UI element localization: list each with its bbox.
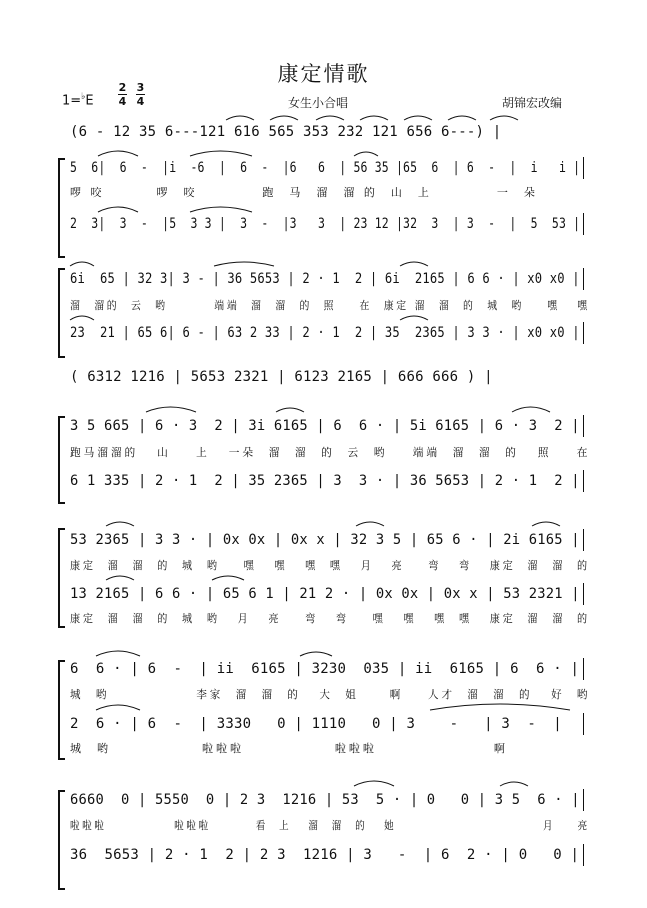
slur-mark	[106, 576, 134, 580]
system-2-lyrics: 溜 溜的 云 哟 端端 溜 溜 的 照 在 康定 溜 溜 的 城 哟 嘿 嘿	[70, 299, 590, 312]
system-bracket	[58, 790, 65, 890]
end-barline	[583, 415, 584, 437]
slur-mark	[96, 651, 140, 656]
system-4-bottom-lyrics: 康定 溜 溜 的 城 哟 月 亮 弯 弯 嘿 嘿 嘿 嘿 康定 溜 溜 的	[70, 612, 590, 625]
end-barline	[583, 470, 584, 492]
slur-mark	[354, 781, 394, 786]
slur-mark	[226, 116, 254, 120]
slur-mark	[98, 207, 138, 212]
key-letter: E	[85, 93, 94, 109]
slur-mark	[448, 116, 476, 120]
slur-mark	[146, 407, 196, 412]
slur-mark	[512, 407, 550, 412]
staff-notes: 3 5 665 | 6 · 3 2 | 3i 6165 | 6 6 · | 5i 6165 | 6 · 3 2 |	[70, 418, 580, 434]
slur-mark	[70, 316, 94, 320]
staff-notes: 6 6 · | 6 - | ii 6165 | 3230 035 | ii 6165 | 6 6 · |	[70, 661, 580, 677]
slur-mark	[404, 116, 432, 120]
slur-mark	[316, 116, 344, 120]
end-barline	[583, 322, 584, 344]
system-4-top-lyrics: 康定 溜 溜 的 城 哟 嘿 嘿 嘿 嘿 月 亮 弯 弯 康定 溜 溜 的	[70, 559, 590, 572]
intro-notes: (6 - 12 35 6---121 616 565 353 232 121 656 6---) |	[70, 124, 502, 140]
slur-mark	[212, 576, 244, 580]
system-bracket	[58, 268, 65, 358]
time-signature-3-4	[136, 82, 145, 107]
system-6-top-lyrics: 啦啦啦 啦啦啦 看 上 溜 溜 的 她 月 亮	[70, 819, 590, 832]
slur-mark	[70, 262, 94, 266]
flat-sign: ♭	[81, 92, 86, 102]
staff-notes: 13 2165 | 6 6 · | 65 6 1 | 21 2 · | 0x 0x | 0x x | 53 2321 |	[70, 586, 580, 602]
performance-subtitle: 女生小合唱	[288, 96, 349, 110]
end-barline	[583, 789, 584, 811]
system-1-lyrics: 啰 咬 啰 咬 跑 马 溜 溜 的 山 上 一 朵	[70, 186, 538, 199]
end-barline	[583, 844, 584, 866]
slur-mark	[360, 116, 388, 120]
time-sig-numerator: 3	[136, 81, 145, 94]
staff-notes: 23 21 | 65 6| 6 - | 63 2 33 | 2 · 1 2 | 35 2365 | 3 3 · | x0 x0 |	[70, 325, 580, 341]
staff-notes: 2 6 · | 6 - | 3330 0 | 1110 0 | 3 - | 3 - |	[70, 716, 562, 732]
slur-mark	[300, 652, 332, 656]
staff-notes: 53 2365 | 3 3 · | 0x 0x | 0x x | 32 3 5 | 65 6 · | 2i 6165 |	[70, 532, 580, 548]
staff-notes: 6i 65 | 32 3| 3 - | 36 5653 | 2 · 1 2 | 6i 2165 | 6 6 · | x0 x0 |	[70, 271, 580, 287]
song-title: 康定情歌	[277, 62, 370, 86]
end-barline	[583, 157, 584, 179]
system-5-bottom-lyrics: 城 哟 啦啦啦 啦啦啦 啊	[70, 742, 508, 755]
intro-row	[70, 121, 590, 143]
slur-mark	[106, 522, 134, 526]
system-bracket	[58, 528, 65, 628]
end-barline	[583, 213, 584, 235]
time-sig-numerator: 2	[118, 81, 127, 94]
end-barline	[583, 268, 584, 290]
slur-mark	[354, 152, 378, 156]
slur-mark	[400, 316, 428, 320]
staff-notes: 36 5653 | 2 · 1 2 | 2 3 1216 | 3 - | 6 2 · | 0 0 |	[70, 847, 580, 863]
slur-mark	[270, 116, 298, 120]
slur-mark	[276, 408, 304, 412]
end-barline	[583, 713, 584, 735]
slur-mark	[96, 705, 140, 710]
slur-mark	[98, 151, 138, 156]
staff-notes: 2 3| 3 - |5 3 3 | 3 - |3 3 | 23 12 |32 3 | 3 - | 5 53 |	[70, 216, 581, 232]
time-sig-denominator: 4	[118, 95, 127, 108]
end-barline	[583, 529, 584, 551]
slur-mark	[214, 262, 274, 266]
staff-notes: 6 1 335 | 2 · 1 2 | 35 2365 | 3 3 · | 36 5653 | 2 · 1 2 |	[70, 473, 580, 489]
slur-mark	[490, 116, 518, 120]
system-bracket	[58, 660, 65, 760]
time-sig-denominator: 4	[136, 95, 145, 108]
slur-mark	[430, 704, 570, 710]
time-signature-2-4	[118, 82, 127, 107]
interlude-notes: ( 6312 1216 | 5653 2321 | 6123 2165 | 666 666 ) |	[70, 369, 493, 385]
slur-mark	[400, 262, 428, 266]
arranger-credit: 胡锦宏改编	[502, 96, 563, 110]
staff-notes: 6660 0 | 5550 0 | 2 3 1216 | 53 5 · | 0 0 | 3 5 6 · |	[70, 792, 580, 808]
system-bracket	[58, 416, 65, 504]
system-3-lyrics: 跑马溜溜的 山 上 一朵 溜 溜 的 云 哟 端端 溜 溜 的 照 在	[70, 446, 591, 459]
slur-mark	[500, 782, 528, 786]
slur-mark	[190, 207, 252, 212]
end-barline	[583, 583, 584, 605]
staff-notes: 5 6| 6 - |i -6 | 6 - |6 6 | 56 35 |65 6 | 6 - | i i |	[70, 160, 581, 176]
system-bracket	[58, 158, 65, 258]
key-signature	[62, 92, 94, 108]
system-5-top-lyrics: 城 哟 李家 溜 溜 的 大 姐 啊 人才 溜 溜 的 好 哟	[70, 688, 591, 701]
slur-mark	[356, 522, 384, 526]
slur-mark	[190, 151, 252, 156]
end-barline	[583, 658, 584, 680]
slur-mark	[532, 522, 560, 526]
key-label: 1=	[62, 93, 82, 109]
